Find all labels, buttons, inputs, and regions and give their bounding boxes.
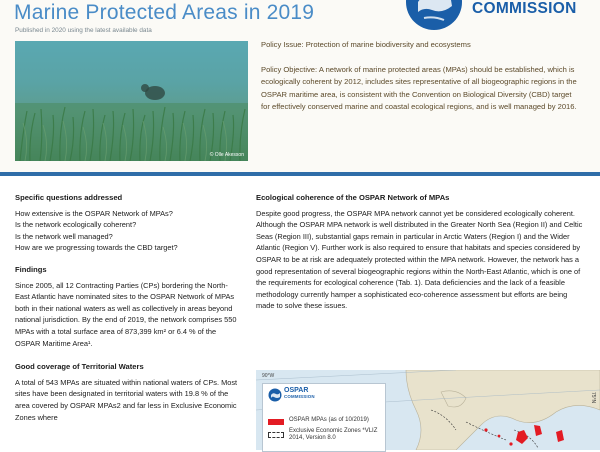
coherence-text: Despite good progress, the OSPAR MPA network cannot yet be considered ecologically coherent. Although the OSPAR MPA network is well distributed in the Greater North Sea (Region II) and Celtic Seas (Region III), substantial gaps remain in particular in Arctic Waters (Region I) and the Wider Atlantic (Region V). Further work is also required to ensure that habitats and species considered by OSPAR to be at risk are adequately protected within the MPA network. However, the network has a good representation of several biogeographic regions within the North-East Atlantic, which is one of the requirements for ecological coherence (Tab. 1). Data deficiencies and the lack of a feasible methodology currently hamper a sophisticated eco-coherence assessment but efforts are being made to solve these issues. xyxy=(256,208,583,311)
photo-credit: © Olle Akesson xyxy=(209,152,244,158)
right-column xyxy=(256,192,586,312)
header-band xyxy=(0,0,600,172)
policy-block xyxy=(261,39,581,114)
map-legend xyxy=(262,383,386,452)
section-divider xyxy=(0,172,600,176)
longitude-label: 90°W xyxy=(262,373,275,379)
questions-list xyxy=(15,208,241,254)
ospar-logo-icon xyxy=(268,388,282,402)
globe-logo-icon xyxy=(404,0,464,32)
eez-swatch xyxy=(268,432,284,438)
page-title: Marine Protected Areas in 2019 xyxy=(14,1,315,24)
findings-text: Since 2005, all 12 Contracting Parties (CPs) bordering the North-East Atlantic have nominated sites to the OSPAR Network of MPAs both in their national waters as well as collectively in areas beyond national jurisdiction. By the end of 2019, the network comprises 550 MPAs with a total surface area of 873,399 km² or 6.4 % of the OSPAR Maritime Area¹. xyxy=(15,280,237,348)
mpa-legend-label: OSPAR MPAs (as of 10/2019) xyxy=(289,417,369,423)
logo-wordmark: COMMISSION xyxy=(472,0,577,17)
publication-note: Published in 2020 using the latest available data xyxy=(15,27,152,34)
mpa-swatch xyxy=(268,419,284,425)
latitude-label: 75°N xyxy=(590,392,596,404)
legend-logo-commission: COMMISSION xyxy=(284,394,315,399)
left-column xyxy=(15,192,241,423)
question-item: Is the network ecologically coherent? xyxy=(15,220,137,230)
questions-heading: Specific questions addressed xyxy=(15,193,123,202)
policy-issue: Policy Issue: Protection of marine biodiversity and ecosystems xyxy=(261,40,471,49)
question-item: How extensive is the OSPAR Network of MPAs? xyxy=(15,208,173,218)
legend-logo-ospar: OSPAR xyxy=(284,387,309,394)
coherence-heading: Ecological coherence of the OSPAR Network of MPAs xyxy=(256,193,450,202)
policy-objective: Policy Objective: A network of marine protected areas (MPAs) should be established, which is ecologically coherent by 2012, includes sites representative of all biogeographic regions in the OSPAR maritime area, is consistent with the Convention on Biological Diversity (CBD) target for effectively conserved marine and coastal ecological regions, and is well managed by 2016. xyxy=(261,64,577,112)
territorial-heading: Good coverage of Territorial Waters xyxy=(15,362,144,372)
question-item: Is the network well managed? xyxy=(15,231,113,241)
territorial-text: A total of 543 MPAs are situated within national waters of CPs. Most sites have been designated in territorial waters with 19.8 % of the area covered by OSPAR MPAs2 and far less in Exclusive Economic Zones where xyxy=(15,377,238,422)
seagrass-illustration xyxy=(15,41,248,161)
seagrass-photo xyxy=(15,41,248,161)
eez-legend-label: Exclusive Economic Zones *VLIZ 2014, Version 8.0 xyxy=(289,428,378,442)
findings-heading: Findings xyxy=(15,264,47,274)
question-item: How are we progressing towards the CBD target? xyxy=(15,243,178,253)
